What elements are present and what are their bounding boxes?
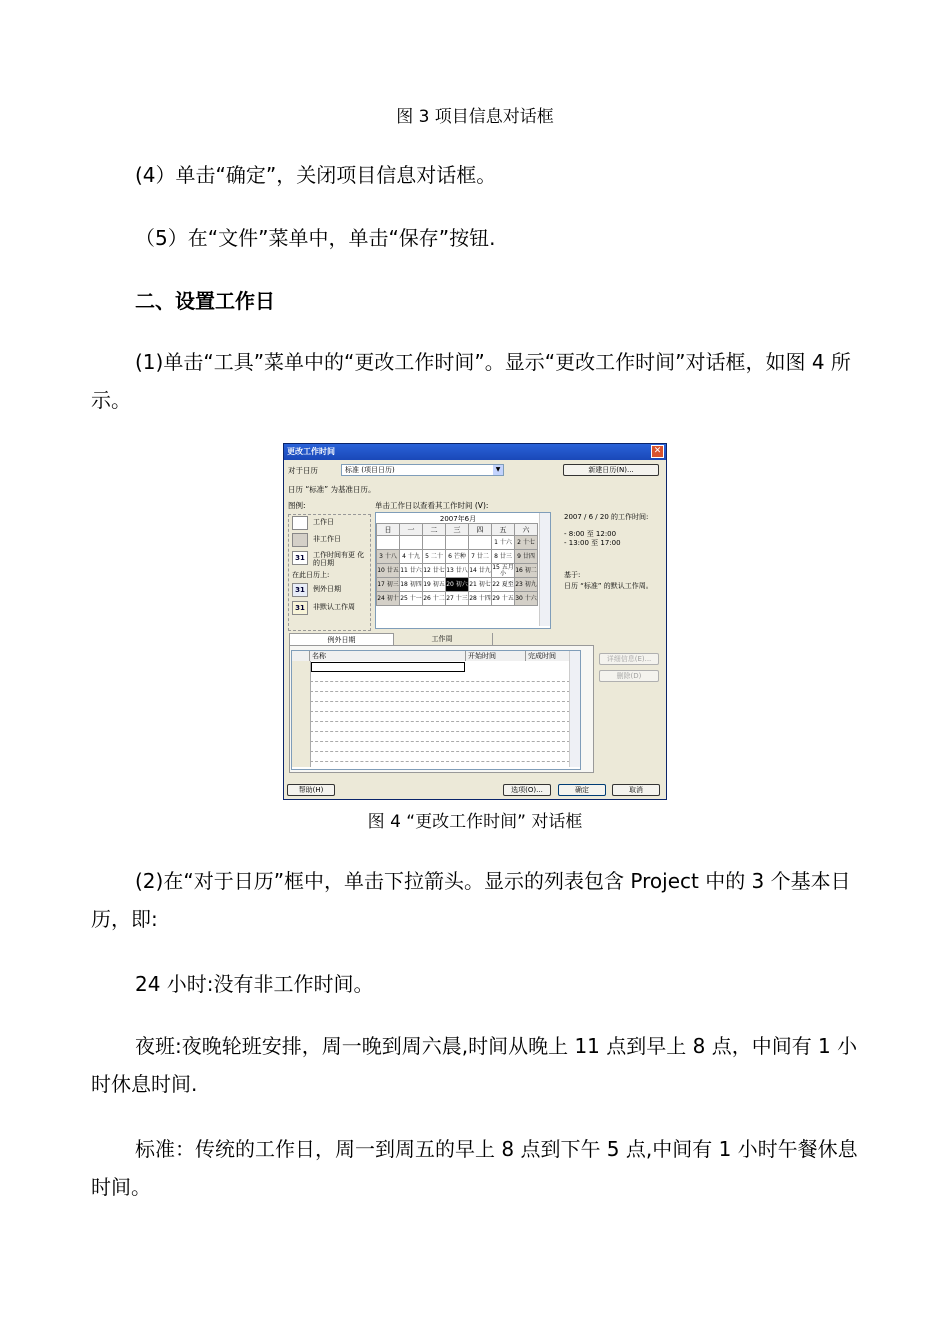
weekday-sat: 六 xyxy=(515,524,538,536)
calendar-day[interactable] xyxy=(446,536,469,550)
calendar-day[interactable]: 11 廿六 xyxy=(400,564,423,578)
calendar-day[interactable]: 18 初四 xyxy=(400,578,423,592)
legend-nondefault-swatch: 31 xyxy=(292,601,308,615)
tab-exceptions[interactable]: 例外日期 xyxy=(289,633,394,646)
calendar-day[interactable] xyxy=(469,536,492,550)
close-icon[interactable]: ✕ xyxy=(651,445,664,458)
col-start: 开始时间 xyxy=(466,651,526,661)
calendar-day[interactable] xyxy=(423,536,446,550)
calendar-day[interactable] xyxy=(400,536,423,550)
calendar-day[interactable]: 7 廿二 xyxy=(469,550,492,564)
calendar-day[interactable]: 22 夏至 xyxy=(492,578,515,592)
change-working-time-dialog xyxy=(283,443,667,800)
chevron-down-icon[interactable]: ▼ xyxy=(493,465,503,475)
figure-3-caption: 图 3 项目信息对话框 xyxy=(396,107,554,127)
options-button[interactable]: 选项(O)... xyxy=(503,784,551,796)
calendar-night-text: 夜班:夜晚轮班安排，周一晚到周六晨,时间从晚上 11 点到早上 8 点，中间有 1 小时休息时间. xyxy=(91,1034,858,1096)
legend-working-swatch xyxy=(292,516,308,530)
row-header-corner xyxy=(292,651,310,661)
calendar-day[interactable]: 14 廿九 xyxy=(469,564,492,578)
ok-button[interactable]: 确定 xyxy=(558,784,606,796)
weekday-thu: 四 xyxy=(469,524,492,536)
legend-exception-swatch: 31 xyxy=(292,583,308,597)
step-1-text: (1)单击“工具”菜单中的“更改工作时间”。显示“更改工作时间”对话框，如图 4 所示。 xyxy=(91,350,851,412)
legend-label: 图例: xyxy=(288,501,306,510)
calendar-day[interactable]: 6 芒种 xyxy=(446,550,469,564)
calendar-day[interactable]: 2 十七 xyxy=(515,536,538,550)
legend-nonworking-label: 非工作日 xyxy=(313,535,341,543)
calendar-day[interactable]: 17 初三 xyxy=(377,578,400,592)
figure-4-caption: 图 4 “更改工作时间” 对话框 xyxy=(367,812,583,832)
calendar-day[interactable]: 21 初七 xyxy=(469,578,492,592)
legend-nondefault-label: 非默认工作周 xyxy=(313,603,355,611)
calendar-day[interactable]: 8 廿三 xyxy=(492,550,515,564)
calendar-scrollbar[interactable] xyxy=(539,513,550,626)
tab-workweek[interactable]: 工作周 xyxy=(392,633,493,645)
new-calendar-button[interactable]: 新建日历(N)... xyxy=(563,464,659,476)
exceptions-table[interactable] xyxy=(291,650,581,770)
weekday-fri: 五 xyxy=(492,524,515,536)
worktime-title: 2007 / 6 / 20 的工作时间: xyxy=(564,513,649,521)
calendar-day[interactable]: 27 十三 xyxy=(446,592,469,606)
weekday-mon: 一 xyxy=(400,524,423,536)
calendar-day[interactable]: 9 廿四 xyxy=(515,550,538,564)
legend-changed-label: 工作时间有更 化的日期 xyxy=(313,551,365,567)
worktime-range-2: - 13:00 至 17:00 xyxy=(564,539,621,547)
legend-changed-swatch: 31 xyxy=(292,551,308,565)
weekday-sun: 日 xyxy=(377,524,400,536)
calendar-day[interactable]: 23 初九 xyxy=(515,578,538,592)
calendar-day[interactable]: 29 十五 xyxy=(492,592,515,606)
delete-button[interactable]: 删除(D) xyxy=(599,670,659,682)
calendar-day[interactable]: 4 十九 xyxy=(400,550,423,564)
dialog-title: 更改工作时间 xyxy=(287,447,335,456)
calendar-day[interactable]: 1 十六 xyxy=(492,536,515,550)
calendar-day[interactable]: 5 二十 xyxy=(423,550,446,564)
calendar-day[interactable]: 12 廿七 xyxy=(423,564,446,578)
table-row[interactable] xyxy=(310,751,570,762)
weekday-tue: 二 xyxy=(423,524,446,536)
based-on-label: 基于: xyxy=(564,571,581,579)
help-button[interactable]: 帮助(H) xyxy=(287,784,335,796)
based-on-text: 日历 “标准” 的默认工作周。 xyxy=(564,582,653,590)
calendar-day[interactable]: 24 初十 xyxy=(377,592,400,606)
calendar-month: 2007年6月 xyxy=(439,515,477,523)
calendar-day[interactable]: 16 初二 xyxy=(515,564,538,578)
calendar-day[interactable]: 15 五月小 xyxy=(492,563,514,577)
for-calendar-label: 对于日历 xyxy=(288,466,318,475)
calendar-day[interactable]: 25 十一 xyxy=(400,592,423,606)
click-hint: 单击工作日以查看其工作时间 (V): xyxy=(375,501,489,510)
on-this-calendar-label: 在此日历上: xyxy=(292,571,330,579)
calendar-day[interactable]: 3 十八 xyxy=(377,550,400,564)
calendar-day[interactable]: 26 十二 xyxy=(423,592,446,606)
legend-nonworking-swatch xyxy=(292,533,308,547)
calendar-day[interactable]: 30 十六 xyxy=(515,592,538,606)
worktime-range-1: - 8:00 至 12:00 xyxy=(564,530,617,538)
calendar-select[interactable] xyxy=(341,464,504,476)
calendar-day[interactable]: 19 初五 xyxy=(423,578,446,592)
step-2-text: (2)在“对于日历”框中，单击下拉箭头。显示的列表包含 Project 中的 3 个基本日历，即: xyxy=(91,869,851,931)
calendar-grid xyxy=(376,523,538,606)
section-heading: 二、设置工作日 xyxy=(135,289,275,313)
table-scrollbar[interactable] xyxy=(569,651,580,767)
calendar-standard-text: 标准：传统的工作日，周一到周五的早上 8 点到下午 5 点,中间有 1 小时午餐休息时间。 xyxy=(91,1137,858,1199)
col-finish: 完成时间 xyxy=(526,651,570,661)
details-button[interactable]: 详细信息(E)... xyxy=(599,653,659,665)
calendar-day[interactable] xyxy=(377,536,400,550)
col-name: 名称 xyxy=(310,651,466,661)
legend-working-label: 工作日 xyxy=(313,518,334,526)
calendar-day[interactable]: 10 廿五 xyxy=(377,564,400,578)
calendar-day[interactable]: 28 十四 xyxy=(469,592,492,606)
calendar-day[interactable]: 13 廿八 xyxy=(446,564,469,578)
step-5-text: （5）在“文件”菜单中，单击“保存”按钮. xyxy=(135,226,496,250)
calendar-select-value: 标准 (项目日历) xyxy=(345,466,395,474)
base-calendar-note: 日历 “标准” 为基准日历。 xyxy=(288,485,376,494)
month-calendar[interactable] xyxy=(375,512,551,629)
step-4-text: (4）单击“确定”，关闭项目信息对话框。 xyxy=(135,163,497,187)
weekday-wed: 三 xyxy=(446,524,469,536)
cancel-button[interactable]: 取消 xyxy=(612,784,660,796)
calendar-day-selected[interactable]: 20 初六 xyxy=(446,578,469,592)
legend-exception-label: 例外日期 xyxy=(313,585,341,593)
row-headers xyxy=(292,661,311,767)
dialog-titlebar xyxy=(284,444,666,460)
calendar-24h-text: 24 小时:没有非工作时间。 xyxy=(135,972,374,996)
legend-panel xyxy=(288,514,371,631)
